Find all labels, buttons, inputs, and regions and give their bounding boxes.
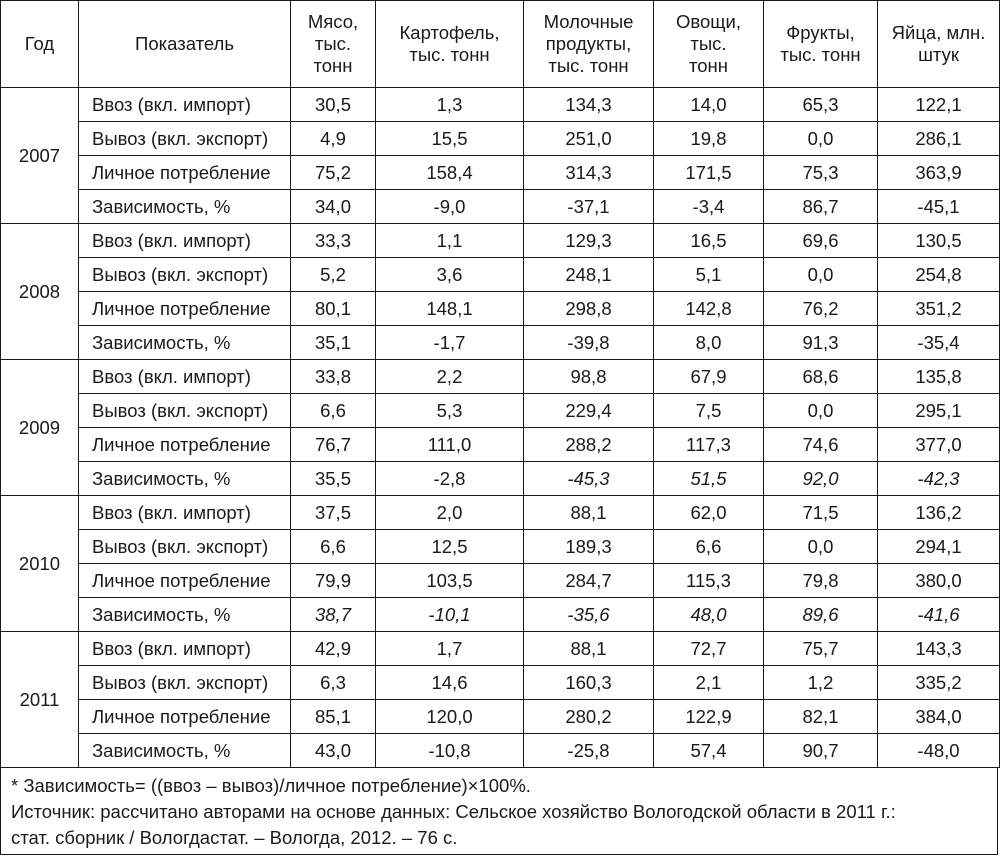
meat-header: Мясо, тыс. тонн [291, 1, 376, 88]
fruits-cell: 92,0 [764, 462, 878, 496]
dairy-cell: 134,3 [524, 88, 654, 122]
meat-cell: 35,5 [291, 462, 376, 496]
eggs-cell: 377,0 [878, 428, 1000, 462]
dairy-cell: 160,3 [524, 666, 654, 700]
indicator-label: Вывоз (вкл. экспорт) [79, 258, 291, 292]
indicator-label: Вывоз (вкл. экспорт) [79, 666, 291, 700]
eggs-cell: 363,9 [878, 156, 1000, 190]
indicator-label: Ввоз (вкл. импорт) [79, 224, 291, 258]
vegetables-cell: 48,0 [654, 598, 764, 632]
fruits-cell: 90,7 [764, 734, 878, 768]
dairy-cell: 314,3 [524, 156, 654, 190]
table-row [1, 394, 1000, 428]
indicator-label: Личное потребление [79, 156, 291, 190]
table-row [1, 190, 1000, 224]
dairy-cell: 251,0 [524, 122, 654, 156]
potato-cell: 3,6 [376, 258, 524, 292]
vegetables-cell: 16,5 [654, 224, 764, 258]
fruits-cell: 65,3 [764, 88, 878, 122]
year-cell: 2011 [1, 632, 79, 768]
dairy-cell: -35,6 [524, 598, 654, 632]
dairy-cell: -25,8 [524, 734, 654, 768]
meat-cell: 76,7 [291, 428, 376, 462]
potato-cell: 12,5 [376, 530, 524, 564]
table-row [1, 530, 1000, 564]
vegetables-cell: 171,5 [654, 156, 764, 190]
vegetables-cell: 7,5 [654, 394, 764, 428]
vegetables-cell: 5,1 [654, 258, 764, 292]
meat-cell: 6,3 [291, 666, 376, 700]
eggs-cell: -35,4 [878, 326, 1000, 360]
fruits-cell: 69,6 [764, 224, 878, 258]
indicator-label: Ввоз (вкл. импорт) [79, 360, 291, 394]
meat-cell: 6,6 [291, 530, 376, 564]
dairy-cell: -39,8 [524, 326, 654, 360]
potato-cell: 1,3 [376, 88, 524, 122]
eggs-cell: 384,0 [878, 700, 1000, 734]
header-row [1, 1, 1000, 88]
dairy-cell: 298,8 [524, 292, 654, 326]
potato-cell: -10,8 [376, 734, 524, 768]
eggs-header: Яйца, млн. штук [878, 1, 1000, 88]
source-line-2: стат. сборник / Вологдастат. – Вологда, 2012. – 76 с. [11, 827, 458, 848]
year-cell: 2008 [1, 224, 79, 360]
meat-cell: 5,2 [291, 258, 376, 292]
meat-cell: 38,7 [291, 598, 376, 632]
table-row [1, 258, 1000, 292]
fruits-cell: 89,6 [764, 598, 878, 632]
meat-cell: 75,2 [291, 156, 376, 190]
vegetables-cell: 142,8 [654, 292, 764, 326]
dairy-cell: 229,4 [524, 394, 654, 428]
potato-cell: -10,1 [376, 598, 524, 632]
vegetables-cell: -3,4 [654, 190, 764, 224]
dairy-cell: 280,2 [524, 700, 654, 734]
dairy-cell: 248,1 [524, 258, 654, 292]
year-cell: 2007 [1, 88, 79, 224]
eggs-cell: -48,0 [878, 734, 1000, 768]
meat-cell: 30,5 [291, 88, 376, 122]
eggs-cell: 295,1 [878, 394, 1000, 428]
potato-cell: -1,7 [376, 326, 524, 360]
year-header: Год [1, 1, 79, 88]
table-row [1, 224, 1000, 258]
vegetables-cell: 67,9 [654, 360, 764, 394]
vegetables-cell: 19,8 [654, 122, 764, 156]
vegetables-cell: 51,5 [654, 462, 764, 496]
indicator-label: Личное потребление [79, 292, 291, 326]
fruits-cell: 74,6 [764, 428, 878, 462]
dairy-cell: 98,8 [524, 360, 654, 394]
fruits-cell: 76,2 [764, 292, 878, 326]
fruits-cell: 71,5 [764, 496, 878, 530]
fruits-cell: 82,1 [764, 700, 878, 734]
dairy-cell: -37,1 [524, 190, 654, 224]
table-notes [0, 767, 998, 855]
year-cell: 2010 [1, 496, 79, 632]
fruits-cell: 0,0 [764, 530, 878, 564]
indicator-label: Личное потребление [79, 428, 291, 462]
dairy-cell: 129,3 [524, 224, 654, 258]
indicator-label: Ввоз (вкл. импорт) [79, 632, 291, 666]
eggs-cell: 254,8 [878, 258, 1000, 292]
meat-cell: 85,1 [291, 700, 376, 734]
indicator-label: Ввоз (вкл. импорт) [79, 88, 291, 122]
potato-cell: 5,3 [376, 394, 524, 428]
indicator-label: Зависимость, % [79, 326, 291, 360]
table-row [1, 360, 1000, 394]
indicator-label: Личное потребление [79, 700, 291, 734]
indicator-header: Показатель [79, 1, 291, 88]
table-row [1, 598, 1000, 632]
indicator-label: Вывоз (вкл. экспорт) [79, 530, 291, 564]
eggs-cell: 351,2 [878, 292, 1000, 326]
dairy-cell: 284,7 [524, 564, 654, 598]
meat-cell: 43,0 [291, 734, 376, 768]
eggs-cell: 130,5 [878, 224, 1000, 258]
indicator-label: Вывоз (вкл. экспорт) [79, 394, 291, 428]
meat-cell: 79,9 [291, 564, 376, 598]
source-line-1: Источник: рассчитано авторами на основе данных: Сельское хозяйство Вологодской области в 2011 г.: [11, 801, 896, 822]
indicator-label: Вывоз (вкл. экспорт) [79, 122, 291, 156]
year-cell: 2009 [1, 360, 79, 496]
table-row [1, 700, 1000, 734]
eggs-cell: 335,2 [878, 666, 1000, 700]
fruits-cell: 75,3 [764, 156, 878, 190]
indicator-label: Личное потребление [79, 564, 291, 598]
potato-cell: 103,5 [376, 564, 524, 598]
fruits-cell: 0,0 [764, 394, 878, 428]
eggs-cell: -45,1 [878, 190, 1000, 224]
eggs-cell: 294,1 [878, 530, 1000, 564]
table-row [1, 122, 1000, 156]
eggs-cell: 380,0 [878, 564, 1000, 598]
dairy-cell: 88,1 [524, 632, 654, 666]
eggs-cell: 136,2 [878, 496, 1000, 530]
fruits-cell: 1,2 [764, 666, 878, 700]
meat-cell: 33,8 [291, 360, 376, 394]
fruits-cell: 0,0 [764, 122, 878, 156]
dairy-cell: 189,3 [524, 530, 654, 564]
potato-cell: 148,1 [376, 292, 524, 326]
table-row [1, 88, 1000, 122]
indicator-label: Зависимость, % [79, 462, 291, 496]
potato-cell: 1,1 [376, 224, 524, 258]
eggs-cell: 143,3 [878, 632, 1000, 666]
potato-header: Картофель, тыс. тонн [376, 1, 524, 88]
fruits-cell: 91,3 [764, 326, 878, 360]
vegetables-cell: 8,0 [654, 326, 764, 360]
fruits-header: Фрукты, тыс. тонн [764, 1, 878, 88]
indicator-label: Зависимость, % [79, 190, 291, 224]
table-row [1, 632, 1000, 666]
meat-cell: 42,9 [291, 632, 376, 666]
potato-cell: 15,5 [376, 122, 524, 156]
table-row [1, 496, 1000, 530]
meat-cell: 6,6 [291, 394, 376, 428]
eggs-cell: 122,1 [878, 88, 1000, 122]
indicator-label: Зависимость, % [79, 734, 291, 768]
meat-cell: 37,5 [291, 496, 376, 530]
vegetables-cell: 14,0 [654, 88, 764, 122]
potato-cell: 14,6 [376, 666, 524, 700]
indicator-label: Зависимость, % [79, 598, 291, 632]
table-row [1, 462, 1000, 496]
potato-cell: 120,0 [376, 700, 524, 734]
meat-cell: 33,3 [291, 224, 376, 258]
vegetables-header: Овощи, тыс. тонн [654, 1, 764, 88]
meat-cell: 80,1 [291, 292, 376, 326]
table-row [1, 564, 1000, 598]
eggs-cell: 135,8 [878, 360, 1000, 394]
vegetables-cell: 72,7 [654, 632, 764, 666]
footnote-formula: * Зависимость= ((ввоз – вывоз)/личное потребление)×100%. [11, 775, 531, 796]
potato-cell: 2,0 [376, 496, 524, 530]
vegetables-cell: 57,4 [654, 734, 764, 768]
vegetables-cell: 62,0 [654, 496, 764, 530]
potato-cell: 158,4 [376, 156, 524, 190]
vegetables-cell: 117,3 [654, 428, 764, 462]
eggs-cell: -42,3 [878, 462, 1000, 496]
dairy-cell: 288,2 [524, 428, 654, 462]
table-row [1, 292, 1000, 326]
eggs-cell: 286,1 [878, 122, 1000, 156]
table-row [1, 156, 1000, 190]
table-row [1, 326, 1000, 360]
vegetables-cell: 6,6 [654, 530, 764, 564]
vegetables-cell: 115,3 [654, 564, 764, 598]
potato-cell: 111,0 [376, 428, 524, 462]
table-row [1, 428, 1000, 462]
potato-cell: 1,7 [376, 632, 524, 666]
fruits-cell: 0,0 [764, 258, 878, 292]
potato-cell: -9,0 [376, 190, 524, 224]
indicator-label: Ввоз (вкл. импорт) [79, 496, 291, 530]
meat-cell: 34,0 [291, 190, 376, 224]
dairy-header: Молочные продукты, тыс. тонн [524, 1, 654, 88]
fruits-cell: 68,6 [764, 360, 878, 394]
meat-cell: 35,1 [291, 326, 376, 360]
vegetables-cell: 2,1 [654, 666, 764, 700]
fruits-cell: 86,7 [764, 190, 878, 224]
table-row [1, 666, 1000, 700]
fruits-cell: 75,7 [764, 632, 878, 666]
potato-cell: -2,8 [376, 462, 524, 496]
meat-cell: 4,9 [291, 122, 376, 156]
table-row [1, 734, 1000, 768]
dairy-cell: -45,3 [524, 462, 654, 496]
vegetables-cell: 122,9 [654, 700, 764, 734]
dairy-cell: 88,1 [524, 496, 654, 530]
eggs-cell: -41,6 [878, 598, 1000, 632]
potato-cell: 2,2 [376, 360, 524, 394]
fruits-cell: 79,8 [764, 564, 878, 598]
